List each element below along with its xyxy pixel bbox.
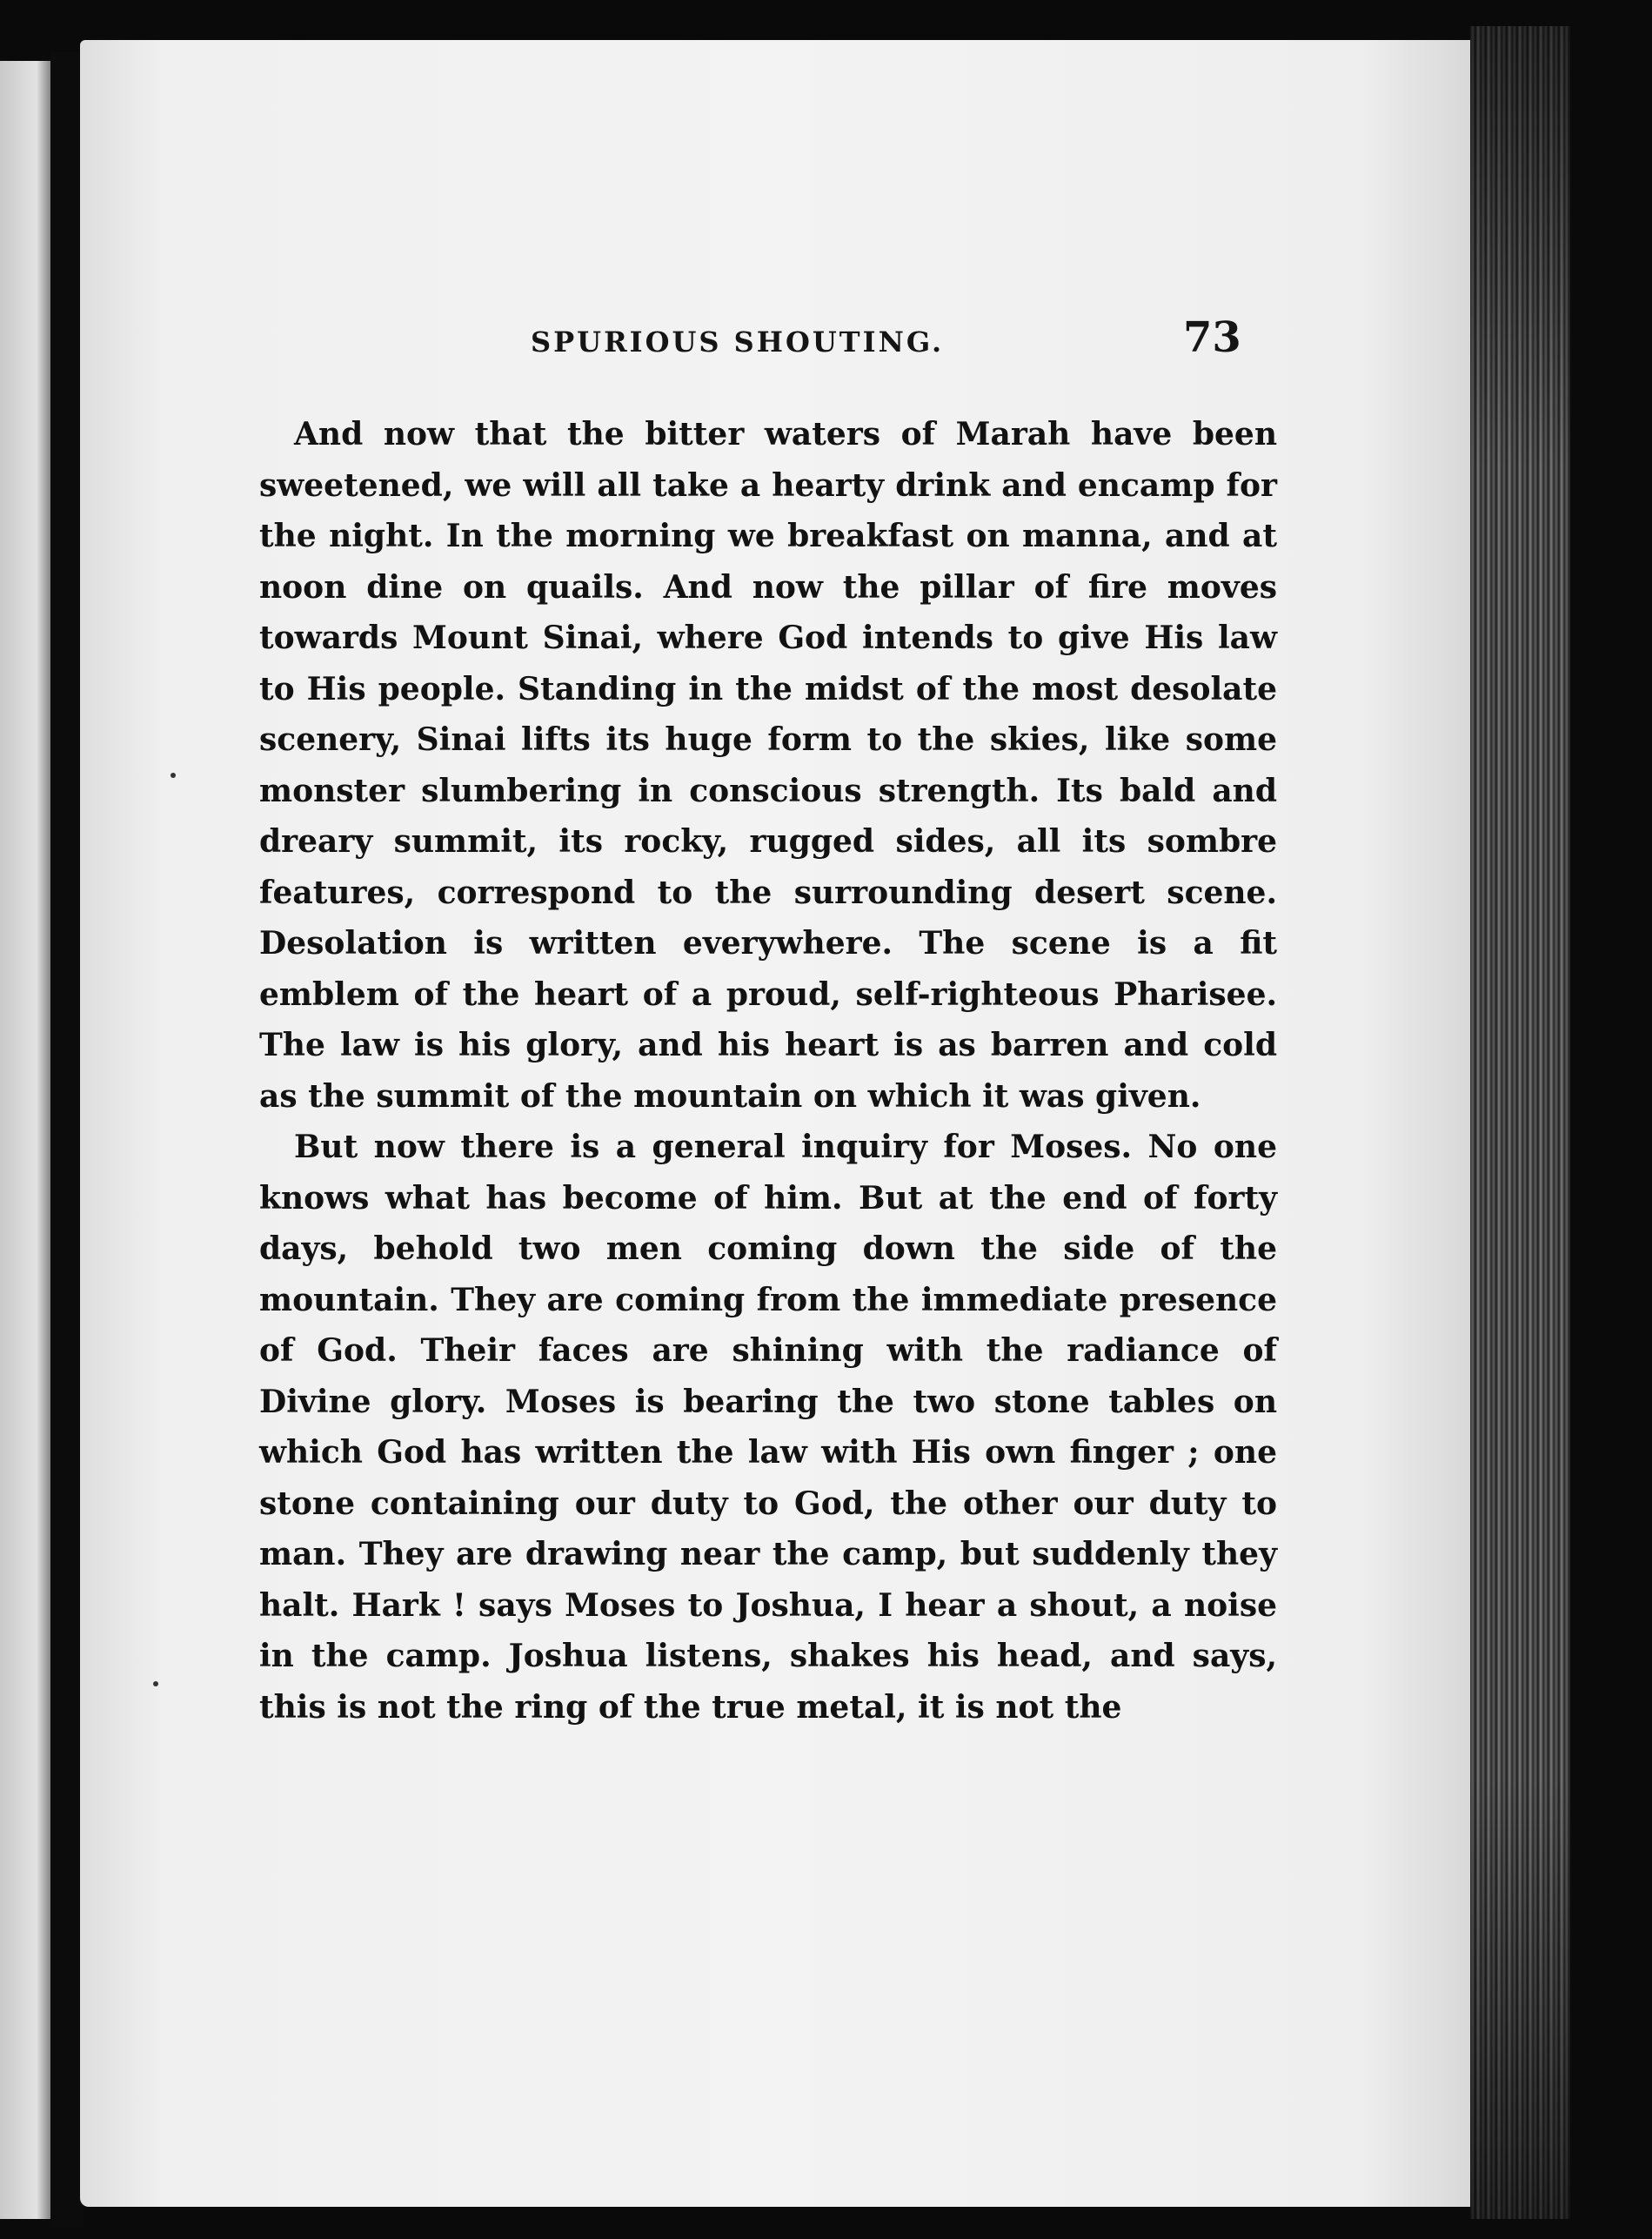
page-edges-shadow bbox=[1470, 26, 1570, 2219]
paragraph: And now that the bitter waters of Marah have been sweetened, we will all take a hearty drink and encamp for the night. In the morning we breakfast on manna, and at noon dine on quails. And now the pillar of fire moves towards Mount Sinai, where God intends to give His law to His people. Standing in the midst of the most desolate scenery, Sinai lifts its huge form to the skies, like some monster slumbering in conscious strength. Its bald and dreary summit, its rocky, rugged sides, all its sombre features, correspond to the surrounding desert scene. Desolation is written everywhere. The scene is a fit emblem of the heart of a proud, self-righteous Pharisee. The law is his glory, and his heart is as barren and cold as the summit of the mountain on which it was given. bbox=[259, 416, 1277, 1115]
stray-mark bbox=[153, 1681, 158, 1686]
stray-mark bbox=[171, 773, 176, 778]
left-page-edge bbox=[0, 61, 52, 2219]
book-gutter bbox=[50, 52, 84, 2228]
running-head-title: SPURIOUS SHOUTING. bbox=[531, 325, 945, 359]
body-text bbox=[259, 409, 1277, 1733]
paragraph: But now there is a general inquiry for Moses. No one knows what has become of him. But at the end of forty days, behold two men coming down the side of the mountain. They are coming from the immediate presence of God. Their faces are shining with the radiance of Divine glory. Moses is bearing the two stone tables on which God has written the law with His own finger ; one stone containing our duty to God, the other our duty to man. They are drawing near the camp, but suddenly they halt. Hark ! says Moses to Joshua, I hear a shout, a noise in the camp. Joshua listens, shakes his head, and says, this is not the ring of the true metal, it is not the bbox=[259, 1129, 1277, 1726]
running-head bbox=[496, 313, 1279, 374]
page-number: 73 bbox=[1183, 313, 1241, 362]
